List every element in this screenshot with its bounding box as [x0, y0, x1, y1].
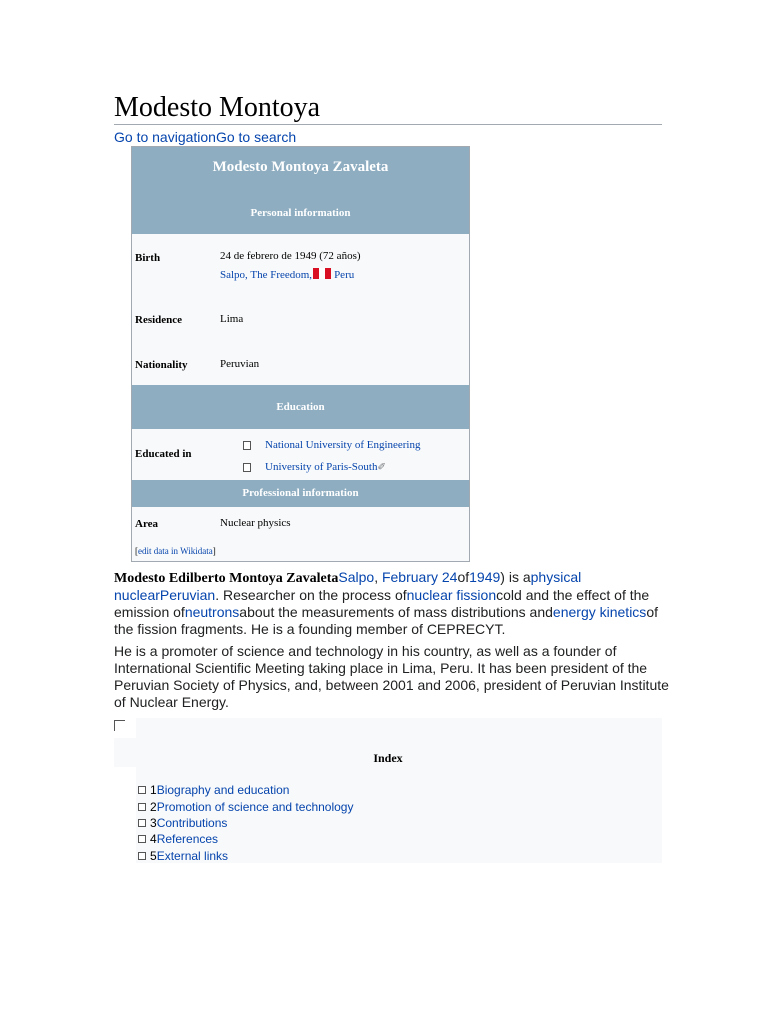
- infobox-name: Modesto Montoya Zavaleta: [212, 159, 389, 175]
- text-fragment: cold and the effect of the emission of: [114, 587, 650, 620]
- text-fragment: ,: [374, 569, 382, 585]
- physical-link[interactable]: physical: [530, 569, 582, 585]
- list-bullet-icon: [243, 441, 251, 450]
- infobox: [131, 146, 470, 562]
- toc-item: [138, 800, 353, 814]
- residence-label: Residence: [135, 314, 183, 326]
- go-to-search-link[interactable]: Go to search: [215, 129, 297, 145]
- text-fragment: about the measurements of mass distributions and: [239, 604, 553, 620]
- education-item: [265, 461, 386, 473]
- date-link[interactable]: February 24: [381, 569, 458, 585]
- toc-title: Index: [373, 751, 403, 765]
- year-link[interactable]: 1949: [469, 569, 501, 585]
- toc-number: 1: [150, 783, 157, 797]
- birth-place: [220, 268, 354, 281]
- bracket-close: ]: [212, 546, 216, 556]
- nationality-link[interactable]: Peruvian: [220, 358, 260, 370]
- text-fragment: of the fission fragments. He is a founding member of CEPRECYT.: [114, 604, 658, 637]
- area-link[interactable]: Nuclear physics: [220, 517, 291, 529]
- toc-link[interactable]: Promotion of science and technology: [156, 800, 354, 814]
- area-label: Area: [135, 518, 159, 530]
- toc-bullet-icon: [138, 786, 146, 794]
- edit-wikidata-link[interactable]: edit data in Wikidata: [138, 546, 213, 556]
- educated-in-label: Educated in: [135, 448, 192, 460]
- neutrons-link[interactable]: neutrons: [184, 604, 240, 620]
- toc-link[interactable]: Contributions: [156, 816, 228, 830]
- professional-header: Professional information: [132, 480, 469, 507]
- toc-bullet-icon: [138, 803, 146, 811]
- residence-link[interactable]: Lima: [220, 313, 244, 325]
- toc-toggle-checkbox[interactable]: [114, 720, 125, 731]
- toc-item: [138, 816, 227, 830]
- toc-item: [138, 832, 218, 846]
- education-item-link[interactable]: National University of Engineering: [265, 439, 421, 451]
- toc-number: 2: [150, 800, 157, 814]
- title-divider: [114, 124, 662, 125]
- subject-name: Modesto Edilberto Montoya Zavaleta: [114, 571, 339, 586]
- text-fragment: of: [457, 569, 470, 585]
- page-title: Modesto Montoya: [114, 92, 321, 123]
- infobox-personal-header: Personal information: [250, 207, 351, 219]
- toc-number: 4: [150, 832, 157, 846]
- intro-paragraph: [114, 569, 674, 638]
- toc-margin: [114, 767, 136, 863]
- text-fragment: . Researcher on the process of: [215, 587, 407, 603]
- toc-bullet-icon: [138, 852, 146, 860]
- bracket-open: [: [135, 546, 138, 556]
- toc-link[interactable]: References: [156, 832, 219, 846]
- toc-link[interactable]: Biography and education: [156, 783, 290, 797]
- toc-bullet-icon: [138, 819, 146, 827]
- nuclear-fission-link[interactable]: nuclear fission: [406, 587, 497, 603]
- toc-number: 3: [150, 816, 157, 830]
- jump-links: [114, 128, 296, 146]
- toc-number: 5: [150, 849, 157, 863]
- toc-link[interactable]: External links: [156, 849, 229, 863]
- list-bullet-icon: [243, 463, 251, 472]
- peru-flag-icon: [313, 268, 331, 279]
- pencil-icon[interactable]: ✐: [377, 462, 386, 473]
- nationality-label: Nationality: [135, 359, 188, 371]
- infobox-header: [132, 147, 469, 234]
- birth-label: Birth: [135, 252, 161, 264]
- peruvian-link[interactable]: Peruvian: [159, 587, 216, 603]
- nuclear-link[interactable]: nuclear: [114, 587, 160, 603]
- second-paragraph: He is a promoter of science and technology in his country, as well as a founder of International Scientific Meeting taking place in Lima, Peru. It has been president of the Peruvian Society of Physics, and, between 2001 and 2006, president of Peruvian Institute of Nuclear Energy.: [114, 643, 669, 710]
- salpo-link[interactable]: Salpo: [338, 569, 375, 585]
- birth-country-link[interactable]: Peru: [334, 269, 355, 281]
- education-header: Education: [132, 385, 469, 429]
- text-fragment: ) is a: [500, 569, 531, 585]
- toc-item: [138, 783, 289, 797]
- energy-kinetics-link[interactable]: energy kinetics: [552, 604, 647, 620]
- birth-date: 24 de febrero de 1949 (72 años): [220, 250, 361, 262]
- toc-item: [138, 849, 228, 863]
- wikidata-edit: [135, 546, 216, 556]
- toc-bullet-icon: [138, 835, 146, 843]
- birth-place-link[interactable]: Salpo, The Freedom,: [220, 269, 313, 281]
- education-item-link[interactable]: University of Paris-South: [265, 461, 378, 473]
- go-to-navigation-link[interactable]: Go to navigation: [114, 129, 216, 145]
